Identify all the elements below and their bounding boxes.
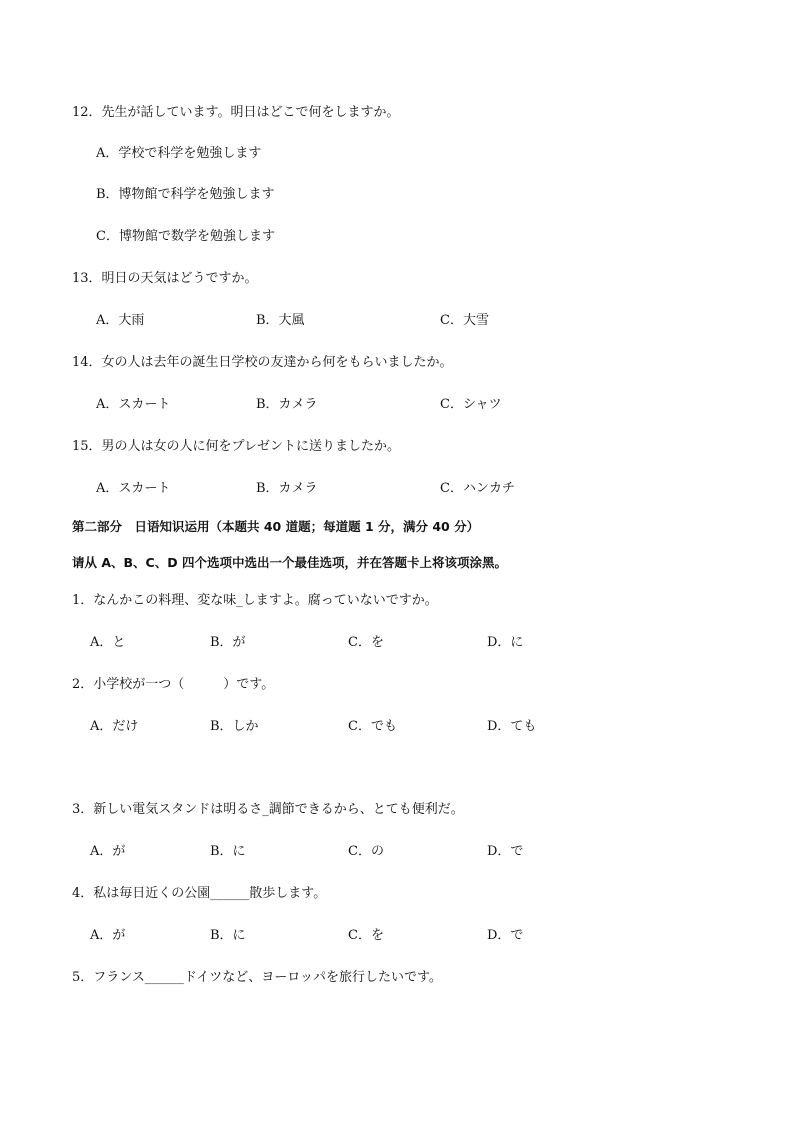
question-13-stem: 13．明日の天気はどうですか。 [72, 271, 258, 286]
question-4-option-d: D．で [487, 928, 524, 943]
question-2-stem: 2．小学校が一つ（ ）です。 [72, 677, 275, 692]
question-3-option-b: B．に [210, 844, 246, 859]
question-1-option-d: D．に [487, 635, 524, 650]
question-14-stem: 14．女の人は去年の誕生日学校の友達から何をもらいましたか。 [72, 355, 453, 370]
question-15-stem: 15．男の人は女の人に何をプレゼントに送りましたか。 [72, 439, 401, 454]
question-13-option-b: B．大風 [256, 313, 305, 328]
question-12-option-b: B．博物館で科学を勉強します [96, 187, 275, 202]
question-12-option-a: A．学校で科学を勉強します [96, 146, 262, 161]
question-2-option-d: D．ても [487, 719, 537, 734]
question-15-option-b: B．カメラ [256, 481, 318, 496]
question-4-stem: 4．私は毎日近くの公園______散歩します。 [72, 886, 327, 901]
question-14-option-b: B．カメラ [256, 397, 318, 412]
question-12-stem: 12．先生が話しています。明日はどこで何をしますか。 [72, 105, 400, 120]
question-15-option-c: C．ハンカチ [440, 481, 515, 496]
question-2-option-a: A．だけ [90, 719, 139, 734]
question-4-option-a: A．が [90, 928, 126, 943]
question-2-option-b: B．しか [210, 719, 259, 734]
section-heading: 第二部分 日语知识运用（本题共 40 道题；每道题 1 分，满分 40 分） [72, 519, 480, 534]
question-5-stem: 5．フランス______ドイツなど、ヨーロッパを旅行したいです。 [72, 970, 442, 985]
question-4-option-c: C．を [348, 928, 384, 943]
question-1-option-c: C．を [348, 635, 384, 650]
question-15-option-a: A．スカート [96, 481, 171, 496]
question-2-option-c: C．でも [348, 719, 397, 734]
question-3-option-d: D．で [487, 844, 524, 859]
question-13-option-c: C．大雪 [440, 313, 489, 328]
question-4-option-b: B．に [210, 928, 246, 943]
question-3-stem: 3．新しい電気スタンドは明るさ_調節できるから、とても便利だ。 [72, 802, 464, 817]
question-3-option-c: C．の [348, 844, 384, 859]
question-3-option-a: A．が [90, 844, 126, 859]
question-1-stem: 1．なんかこの料理、変な味_しますよ。腐っていないですか。 [72, 593, 438, 608]
question-12-option-c: C．博物館で数学を勉強します [96, 229, 275, 244]
section-instruction: 请从 A、B、C、D 四个选项中选出一个最佳选项，并在答题卡上将该项涂黑。 [72, 555, 507, 570]
question-14-option-c: C．シャツ [440, 397, 502, 412]
question-1-option-b: B．が [210, 635, 246, 650]
question-14-option-a: A．スカート [96, 397, 171, 412]
question-13-option-a: A．大雨 [96, 313, 145, 328]
question-1-option-a: A．と [90, 635, 126, 650]
